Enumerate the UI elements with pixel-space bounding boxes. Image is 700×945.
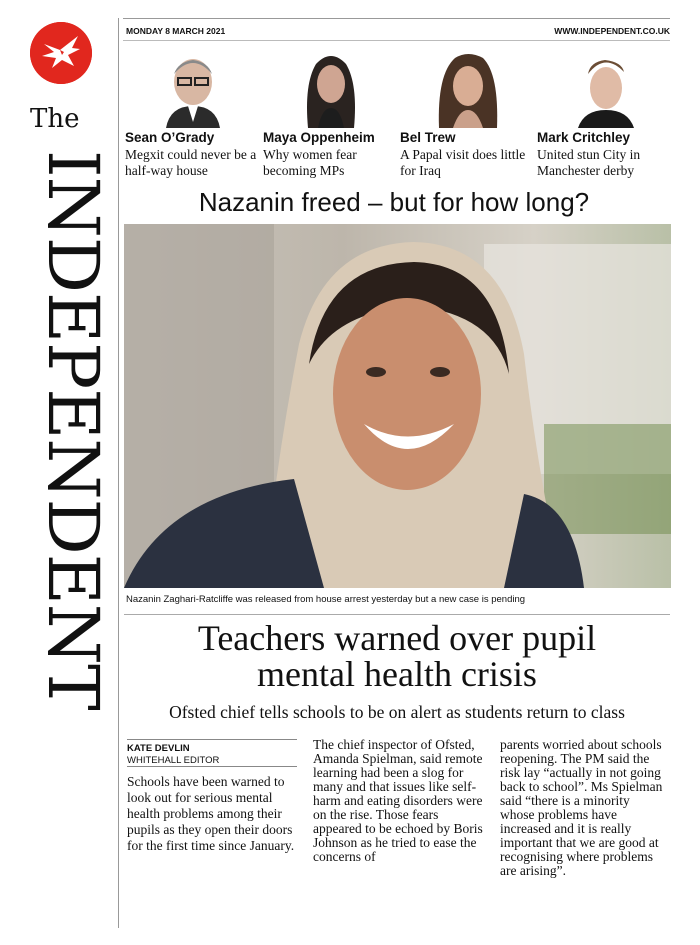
- masthead-the: The: [30, 104, 80, 134]
- columnist-teaser[interactable]: [263, 44, 398, 179]
- body-line: look out for serious mental: [127, 790, 273, 805]
- body-line: recognising where problems: [500, 849, 653, 864]
- avatar: [158, 44, 228, 128]
- body-line: increased and it is really: [500, 821, 632, 836]
- avatar: [570, 44, 640, 128]
- body-line: harm and eating disorders were: [313, 793, 483, 808]
- masthead: [0, 0, 118, 945]
- lead-subhead: Ofsted chief tells schools to be on alert as students return to class: [169, 702, 625, 722]
- body-line: said “there is a minority: [500, 793, 630, 808]
- columnist-teaser[interactable]: [537, 44, 672, 179]
- columnist-teaser[interactable]: [400, 44, 535, 179]
- body-line: reopening. The PM said the: [500, 751, 650, 766]
- columnist-name: Bel Trew: [400, 130, 456, 145]
- body-line: learning had been a slog for: [313, 765, 464, 780]
- body-line: The chief inspector of Ofsted,: [313, 737, 475, 752]
- lead-headline-line-1: Teachers warned over pupil: [197, 618, 597, 658]
- body-line: pupils as they open their doors: [127, 822, 293, 837]
- photo-strapline[interactable]: Nazanin freed – but for how long?: [198, 187, 590, 217]
- body-line: important that we are good at: [500, 835, 659, 850]
- byline-name: KATE DEVLIN: [127, 743, 190, 754]
- section-rule: [124, 614, 670, 615]
- masthead-title: INDEPENDENT: [32, 150, 114, 710]
- lead-body-column-1: [127, 774, 305, 854]
- body-line: health problems among their: [127, 806, 282, 821]
- columnist-name: Maya Oppenheim: [263, 130, 375, 145]
- lead-headline[interactable]: [124, 620, 670, 692]
- body-line: for the first time since January.: [127, 838, 295, 853]
- body-line: Schools have been warned to: [127, 774, 285, 789]
- body-line: on the rise. Those fears: [313, 807, 439, 822]
- masthead-divider: [118, 18, 119, 928]
- avatar: [296, 44, 366, 128]
- lead-body-column-2: [313, 738, 498, 864]
- eagle-logo-icon: [30, 22, 92, 84]
- body-line: Johnson as he tried to ease the: [313, 835, 477, 850]
- body-line: back to school”. Ms Spielman: [500, 779, 663, 794]
- body-line: parents worried about schools: [500, 737, 662, 752]
- website-link[interactable]: WWW.INDEPENDENT.CO.UK: [554, 26, 670, 36]
- body-line: concerns of: [313, 849, 376, 864]
- columnist-teaser-text: Megxit could never be a half-way house: [125, 147, 257, 178]
- byline-role: WHITEHALL EDITOR: [127, 755, 220, 766]
- lead-body-column-3: [500, 738, 680, 878]
- body-line: are arising”.: [500, 863, 566, 878]
- byline-rule: [127, 766, 297, 767]
- columnist-name: Sean O’Grady: [125, 130, 215, 145]
- columnist-teaser-text: A Papal visit does little for Iraq: [400, 147, 526, 178]
- columnist-teaser-text: United stun City in Manchester derby: [537, 147, 641, 178]
- byline: [127, 739, 297, 767]
- body-line: appeared to be echoed by Boris: [313, 821, 483, 836]
- photo-caption: Nazanin Zaghari-Ratcliffe was released from house arrest yesterday but a new case is pending: [126, 594, 526, 605]
- body-line: risk lay “actually in not going: [500, 765, 661, 780]
- columnist-teaser-text: Why women fear becoming MPs: [263, 147, 357, 178]
- lead-headline-line-2: mental health crisis: [257, 654, 537, 694]
- top-rule-lower: [123, 40, 670, 41]
- main-photo: [124, 224, 671, 588]
- avatar: [433, 44, 503, 128]
- columnist-teaser[interactable]: [125, 44, 260, 179]
- dateline: MONDAY 8 MARCH 2021: [126, 26, 226, 36]
- columnist-name: Mark Critchley: [537, 130, 631, 145]
- top-rule: [123, 18, 670, 19]
- body-line: Amanda Spielman, said remote: [313, 751, 483, 766]
- body-line: whose problems have: [500, 807, 617, 822]
- body-line: many and that issues like self-: [313, 779, 477, 794]
